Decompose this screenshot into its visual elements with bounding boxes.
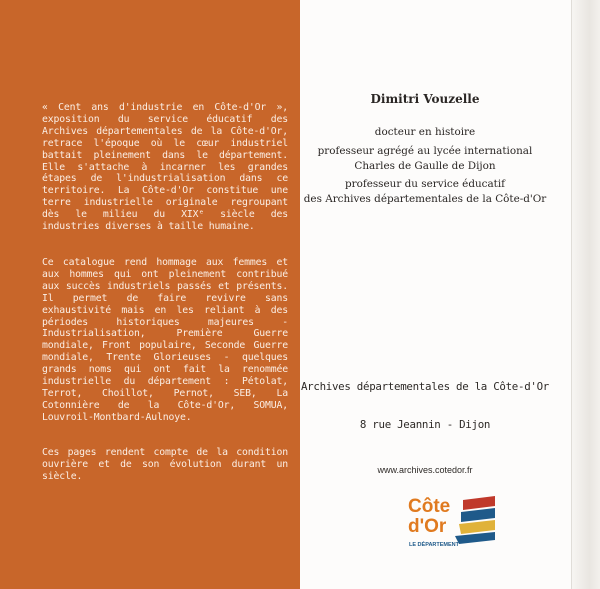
author-name: Dimitri Vouzelle xyxy=(370,92,480,106)
author-title-4: professeur du service éducatif xyxy=(344,178,506,190)
author-title-5: des Archives départementales de la Côte-d'Or xyxy=(303,193,547,205)
author-title-2: professeur agrégé au lycée international xyxy=(317,145,533,157)
author-title-3: Charles de Gaulle de Dijon xyxy=(354,160,496,172)
intro-paragraph: « Cent ans d'industrie en Côte-d'Or », exposition du service éducatif des Archives départementales de la Côte-d'Or, retrace l'époque où le cœur industriel battait pleinement dans le département. Elle s'attache à incarner les grandes étapes de l'industrialisation dans ce territoire. La Côte-d'Or constitue une terre industrielle originale regroupant dès le milieu du XIXᵉ siècle des industries diverses à taille humaine. xyxy=(42,102,288,233)
logo-stripes-icon xyxy=(455,496,495,544)
closing-paragraph: Ces pages rendent compte de la condition ouvrière et de son évolution durant un siècle. xyxy=(42,447,288,482)
website-link[interactable]: www.archives.cotedor.fr xyxy=(377,465,473,475)
cote-dor-logo xyxy=(405,492,500,552)
archives-address: 8 rue Jeannin - Dijon xyxy=(359,418,491,431)
page-fold xyxy=(571,0,600,589)
catalogue-paragraph: Ce catalogue rend hommage aux femmes et aux hommes qui ont pleinement contribué aux succès industriels passés et présents. Il permet de faire revivre sans exhaustivité mais en les reliant à des périodes historiques majeures - Industrialisation, Première Guerre mondiale, Front populaire, Seconde Guerre mondiale, Trente Glorieuses - quelques grands noms qui ont fait la renommée industrielle du département : Pétolat, Terrot, Choillot, Pernot, SEB, La Cotonnière de la Côte-d'Or, SOMUA, Louvroil-Montbard-Aulnoye. xyxy=(42,257,288,423)
author-title-1: docteur en histoire xyxy=(374,126,476,138)
cote-dor-logo-graphic xyxy=(405,492,500,552)
logo-text-dor: d'Or xyxy=(408,516,447,537)
archives-name: Archives départementales de la Côte-d'Or xyxy=(300,380,549,393)
logo-text-cote: Côte xyxy=(408,496,451,517)
logo-tagline: LE DÉPARTEMENT xyxy=(409,542,460,548)
